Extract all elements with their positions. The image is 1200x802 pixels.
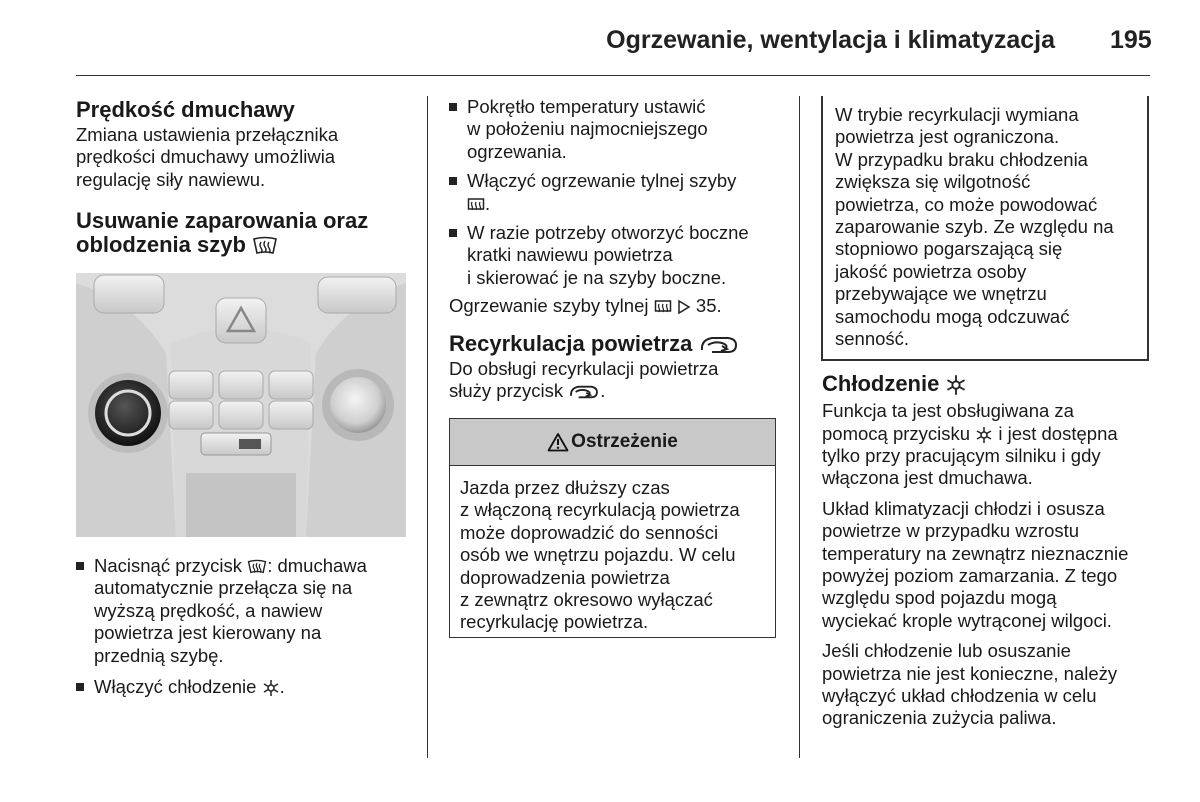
column-1 [76, 96, 416, 257]
column-1-bullets [76, 555, 416, 698]
column-divider-1 [427, 96, 428, 758]
note-text: W trybie recyrkulacji wymiana powietrza jest ograniczona. W przypadku braku chłodzenia zwiększa się wilgotność powietrza, co może powodować zaparowanie szyb. Ze względu na stopniowo pogarszającą się jakość powietrza osoby przebywające we wnętrzu samochodu mogą odczuwać senność. [835, 104, 1114, 350]
list-item: Pokrętło temperatury ustawić w położeniu najmocniejszego ogrzewania. [449, 96, 784, 163]
cooling-text-2: Układ klimatyzacji chłodzi i osusza powietrze w przypadku wzrostu temperatury na zewnątrz nieznacznie powyżej poziom zamarzania. Z tego względu spod pojazdu mogą wyciekać krople wytrąconej wilgoci. [822, 497, 1129, 631]
warning-triangle-icon [547, 432, 569, 452]
list-item: Nacisnąć przycisk : dmuchawa automatycznie przełącza się na wyższą prędkość, a nawiew powietrza jest kierowany na przednią szybę. [76, 555, 416, 667]
note-box [821, 96, 1149, 361]
page-number: 195 [1110, 26, 1152, 54]
blower-speed-text: Zmiana ustawienia przełącznika prędkości dmuchawy umożliwia regulację siły nawiewu. [76, 124, 339, 190]
heading-defrost: Usuwanie zaparowania oraz oblodzenia szyb [76, 208, 369, 258]
rear-window-heat-icon [467, 197, 485, 213]
cooling-text-3: Jeśli chłodzenie lub osuszanie powietrza nie jest konieczne, należy wyłączyć układ chłodzenia w celu ograniczenia zużycia paliwa. [822, 640, 1118, 729]
warning-body: Jazda przez dłuższy czas z włączoną recyrkulacją powietrza może doprowadzić do senności osób we wnętrzu pojazdu. W celu doprowadzenia powietrza z zewnątrz okresowo wyłączać recyrkulację powietrza. [460, 477, 740, 633]
section-title: Ogrzewanie, wentylacja i klimatyzacja [606, 26, 1055, 54]
cooling-text-1: Funkcja ta jest obsługiwana za pomocą przycisku i jest dostępna tylko przy pracującym silniku i gdy włączona jest dmuchawa. [822, 400, 1118, 489]
column-3 [822, 372, 1157, 730]
list-item: Włączyć chłodzenie . [76, 676, 416, 698]
heading-blower-speed: Prędkość dmuchawy [76, 97, 295, 122]
column-2 [449, 96, 784, 403]
bullet-square [449, 103, 457, 111]
bullet-square [449, 177, 457, 185]
page-reference-arrow-icon [677, 299, 691, 315]
snowflake-icon [262, 679, 280, 697]
column-divider-2 [799, 96, 800, 758]
page-reference-text: Ogrzewanie szyby tylnej 35. [449, 295, 722, 317]
climate-control-panel-image [76, 273, 406, 537]
warning-box [449, 418, 776, 638]
list-item: W razie potrzeby otworzyć boczne kratki nawiewu powietrza i skierować je na szyby boczne. [449, 222, 784, 289]
warning-title: Ostrzeżenie [571, 431, 678, 452]
recirculation-icon [698, 334, 740, 356]
bullet-square [76, 562, 84, 570]
heading-cooling: Chłodzenie [822, 372, 1157, 396]
bullet-square [76, 683, 84, 691]
recirculation-icon [568, 383, 600, 401]
windshield-defrost-icon [252, 236, 278, 256]
list-item: Włączyć ogrzewanie tylnej szyby . [449, 170, 784, 215]
header-divider [76, 75, 1150, 76]
snowflake-icon [945, 374, 967, 396]
bullet-square [449, 229, 457, 237]
windshield-defrost-icon [247, 559, 267, 575]
heading-recirculation: Recyrkulacja powietrza [449, 332, 784, 356]
recirculation-text: Do obsługi recyrkulacji powietrza służy przycisk . [449, 357, 719, 402]
snowflake-icon [975, 426, 993, 444]
rear-window-heat-icon [654, 299, 672, 315]
warning-header [450, 419, 775, 466]
